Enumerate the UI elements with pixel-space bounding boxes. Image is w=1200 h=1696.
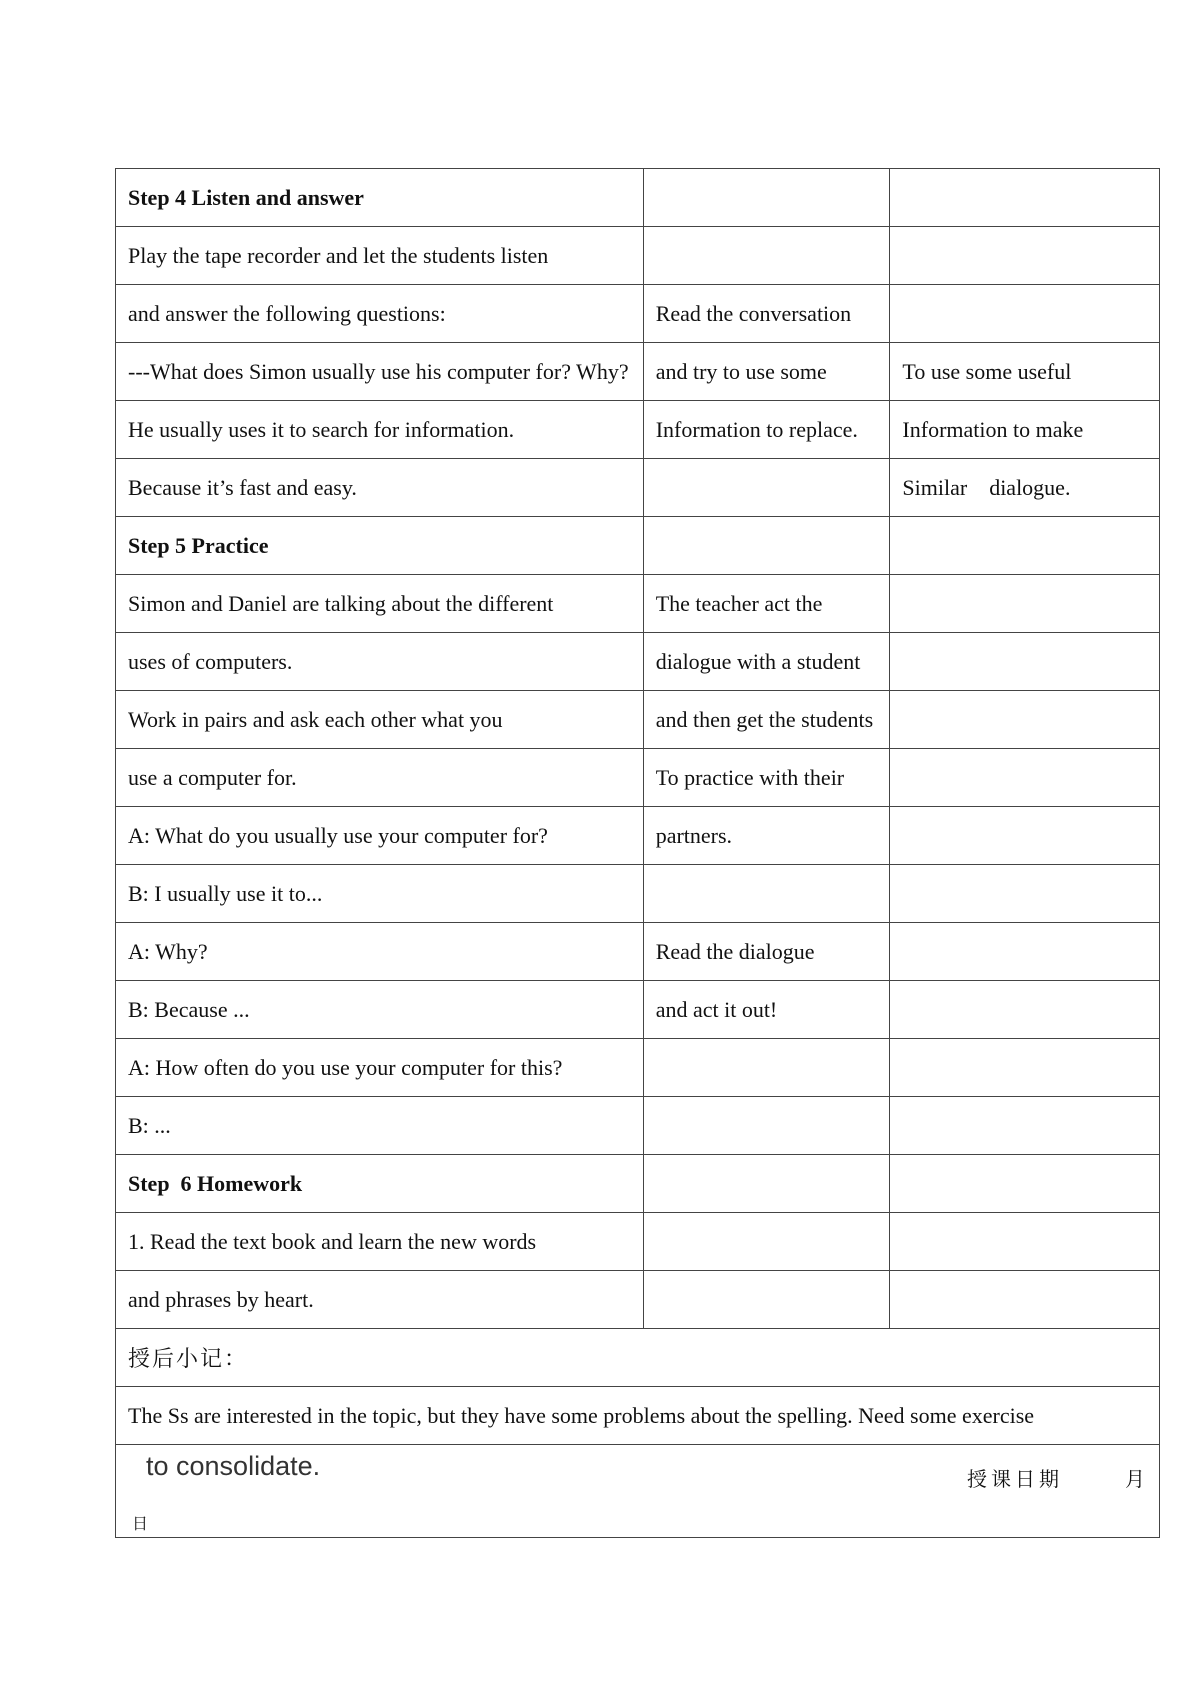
notes-label-row [116,1329,1160,1387]
table-row [116,401,1160,459]
table-cell: and try to use some [643,343,890,401]
table-row [116,285,1160,343]
table-cell [890,1097,1160,1155]
table-cell: B: I usually use it to... [116,865,644,923]
table-row [116,575,1160,633]
table-cell: uses of computers. [116,633,644,691]
table-cell: and act it out! [643,981,890,1039]
table-cell: A: What do you usually use your computer for? [116,807,644,865]
table-cell [890,865,1160,923]
notes-label: 授后小记： [116,1329,1160,1387]
table-row [116,633,1160,691]
table-cell [890,1213,1160,1271]
table-cell [643,1213,890,1271]
table-cell: A: How often do you use your computer for this? [116,1039,644,1097]
table-row [116,517,1160,575]
table-cell: ---What does Simon usually use his computer for? Why? [116,343,644,401]
table-cell [890,169,1160,227]
table-cell [890,749,1160,807]
table-cell: use a computer for. [116,749,644,807]
table-cell: Play the tape recorder and let the students listen [116,227,644,285]
table-cell [890,923,1160,981]
table-row [116,749,1160,807]
table-cell: Work in pairs and ask each other what you [116,691,644,749]
table-cell [890,807,1160,865]
table-cell: Information to make [890,401,1160,459]
notes-text-row [116,1387,1160,1445]
table-cell [890,1155,1160,1213]
table-cell: Read the conversation [643,285,890,343]
table-row [116,459,1160,517]
table-cell [890,575,1160,633]
table-cell [643,1039,890,1097]
table-cell [643,1097,890,1155]
table-cell: Step 5 Practice [116,517,644,575]
consolidate-text: to consolidate. [146,1451,321,1481]
table-cell: To practice with their [643,749,890,807]
table-cell: B: Because ... [116,981,644,1039]
table-row [116,807,1160,865]
table-row [116,227,1160,285]
table-row [116,865,1160,923]
table-cell [643,1271,890,1329]
table-cell [643,227,890,285]
table-cell: 1. Read the text book and learn the new words [116,1213,644,1271]
table-row [116,1271,1160,1329]
table-cell [643,517,890,575]
table-cell: Because it’s fast and easy. [116,459,644,517]
table-cell: and phrases by heart. [116,1271,644,1329]
table-cell: Read the dialogue [643,923,890,981]
table-cell [890,1271,1160,1329]
table-cell: A: Why? [116,923,644,981]
table-cell [643,865,890,923]
table-cell: Step 4 Listen and answer [116,169,644,227]
day-label: 日 [132,1514,149,1533]
table-cell: Simon and Daniel are talking about the different [116,575,644,633]
table-row [116,169,1160,227]
table-row [116,1039,1160,1097]
table-cell [890,227,1160,285]
table-cell: dialogue with a student [643,633,890,691]
table-cell [643,459,890,517]
table-cell: Similar dialogue. [890,459,1160,517]
table-cell: and then get the students [643,691,890,749]
table-cell [643,169,890,227]
table-cell: and answer the following questions: [116,285,644,343]
table-cell: B: ... [116,1097,644,1155]
table-cell [890,981,1160,1039]
table-cell: The teacher act the [643,575,890,633]
footer-row [116,1445,1160,1538]
table-row [116,1097,1160,1155]
table-row [116,1155,1160,1213]
notes-text: The Ss are interested in the topic, but they have some problems about the spelling. Need some exercise [116,1387,1160,1445]
table-row [116,981,1160,1039]
table-row [116,343,1160,401]
table-cell [890,1039,1160,1097]
table-cell: Step 6 Homework [116,1155,644,1213]
table-row [116,1213,1160,1271]
lesson-plan-body [116,169,1160,1538]
table-row [116,923,1160,981]
table-cell: partners. [643,807,890,865]
month-label: 月 [1125,1467,1145,1491]
table-cell [890,285,1160,343]
footer-cell [116,1445,1160,1538]
table-row [116,691,1160,749]
table-cell: He usually uses it to search for information. [116,401,644,459]
table-cell [890,517,1160,575]
lesson-plan-table [115,168,1160,1538]
date-label: 授课日期 [967,1467,1063,1491]
table-cell: To use some useful [890,343,1160,401]
table-cell [890,633,1160,691]
table-cell: Information to replace. [643,401,890,459]
table-cell [890,691,1160,749]
table-cell [643,1155,890,1213]
